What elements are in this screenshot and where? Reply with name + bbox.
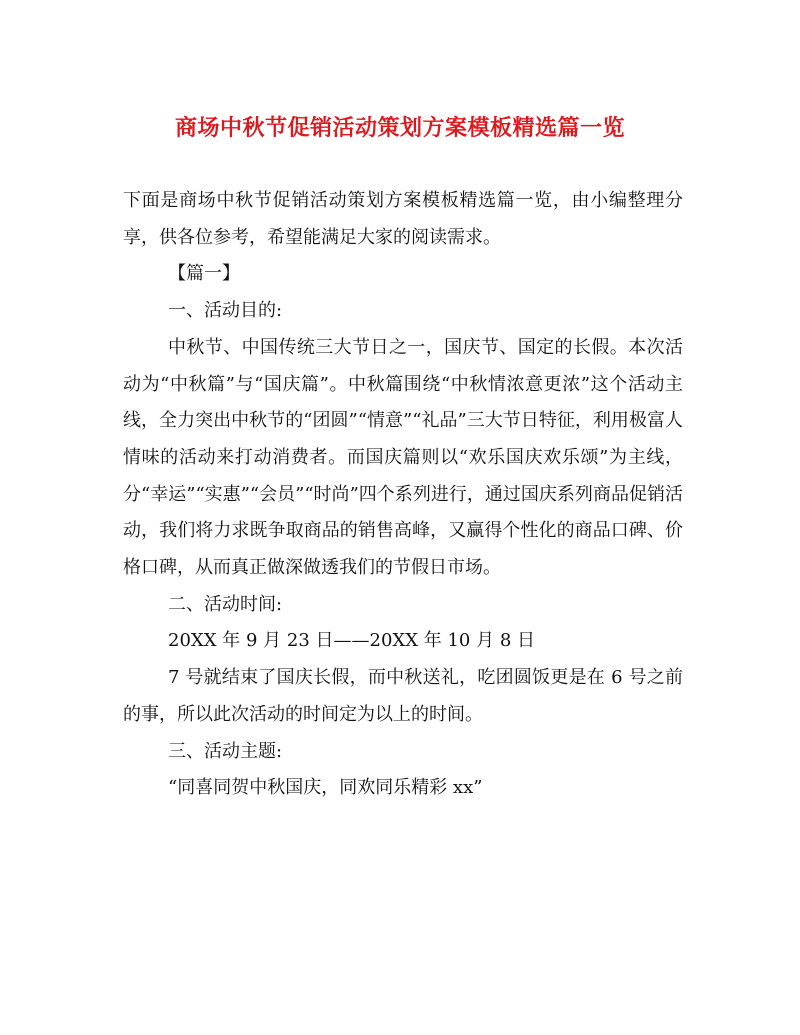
- section-marker: 【篇一】: [168, 263, 240, 285]
- activity-theme: “同喜同贺中秋国庆，同欢同乐精彩 xx”: [168, 777, 483, 799]
- document-title: 商场中秋节促销活动策划方案模板精选篇一览: [174, 115, 625, 141]
- heading-activity-theme: 三、活动主题:: [168, 740, 283, 762]
- intro-paragraph: 下面是商场中秋节促销活动策划方案模板精选篇一览，由小编整理分享，供各位参考，希望能满足大家的阅读需求。: [123, 190, 683, 248]
- document-body: [123, 183, 683, 807]
- time-note-paragraph: 7 号就结束了国庆长假，而中秋送礼，吃团圆饭更是在 6 号之前的事，所以此次活动的时间定为以上的时间。: [123, 667, 683, 725]
- activity-dates: 20XX 年 9 月 23 日——20XX 年 10 月 8 日: [168, 630, 535, 652]
- heading-activity-time: 二、活动时间:: [168, 593, 283, 615]
- purpose-paragraph: 中秋节、中国传统三大节日之一，国庆节、国定的长假。本次活动为“中秋篇”与“国庆篇”。中秋篇围绕“中秋情浓意更浓”这个活动主线，全力突出中秋节的“团圆”“情意”“礼品”三大节日特征，利用极富人情味的活动来打动消费者。而国庆篇则以“欢乐国庆欢乐颂”为主线，分“幸运”“实惠”“会员”“时尚”四个系列进行，通过国庆系列商品促销活动，我们将力求既争取商品的销售高峰，又赢得个性化的商品口碑、价格口碑，从而真正做深做透我们的节假日市场。: [123, 336, 683, 579]
- heading-activity-purpose: 一、活动目的:: [168, 300, 283, 322]
